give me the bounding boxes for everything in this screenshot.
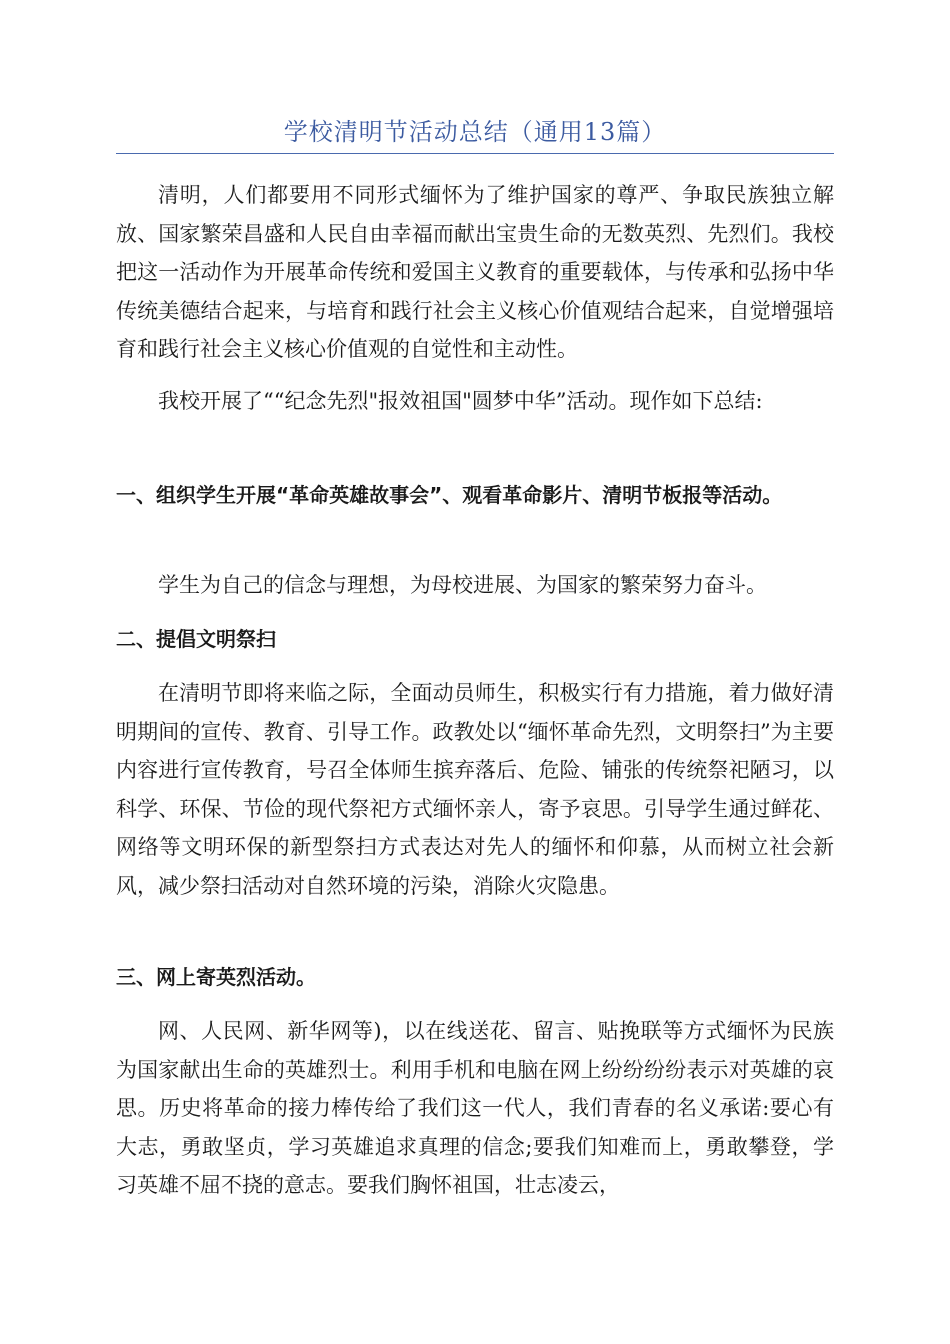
overview-paragraph: 我校开展了““纪念先烈"报效祖国"圆梦中华”活动。现作如下总结: <box>158 389 763 413</box>
section3-body: 网、人民网、新华网等)，以在线送花、留言、贴挽联等方式缅怀为民族为国家献出生命的英雄烈士。利用手机和电脑在网上纷纷纷纷表示对英雄的哀思。历史将革命的接力棒传给了我们这一代人，我们青春的名义承诺:要心有大志，勇敢坚贞，学习英雄追求真理的信念;要我们知难而上，勇敢攀登，学习英雄不屈不挠的意志。要我们胸怀祖国，壮志凌云， <box>116 1019 834 1197</box>
section2-heading: 二、提倡文明祭扫 <box>116 627 276 651</box>
section1-body: 学生为自己的信念与理想，为母校进展、为国家的繁荣努力奋斗。 <box>158 573 767 597</box>
section1-heading: 一、组织学生开展“革命英雄故事会”、观看革命影片、清明节板报等活动。 <box>116 483 783 507</box>
section3-heading: 三、网上寄英烈活动。 <box>116 965 316 989</box>
section2-body: 在清明节即将来临之际，全面动员师生，积极实行有力措施，着力做好清明期间的宣传、教育、引导工作。政教处以“缅怀革命先烈，文明祭扫”为主要内容进行宣传教育，号召全体师生摈弃落后、危险、铺张的传统祭祀陋习，以科学、环保、节俭的现代祭祀方式缅怀亲人，寄予哀思。引导学生通过鲜花、网络等文明环保的新型祭扫方式表达对先人的缅怀和仰慕，从而树立社会新风，减少祭扫活动对自然环境的污染，消除火灾隐患。 <box>116 681 834 898</box>
document-title: 学校清明节活动总结（通用13篇） <box>283 118 667 146</box>
title-underline <box>116 153 834 154</box>
intro-paragraph: 清明，人们都要用不同形式缅怀为了维护国家的尊严、争取民族独立解放、国家繁荣昌盛和人民自由幸福而献出宝贵生命的无数英烈、先烈们。我校把这一活动作为开展革命传统和爱国主义教育的重要载体，与传承和弘扬中华传统美德结合起来，与培育和践行社会主义核心价值观结合起来，自觉增强培育和践行社会主义核心价值观的自觉性和主动性。 <box>116 183 834 361</box>
